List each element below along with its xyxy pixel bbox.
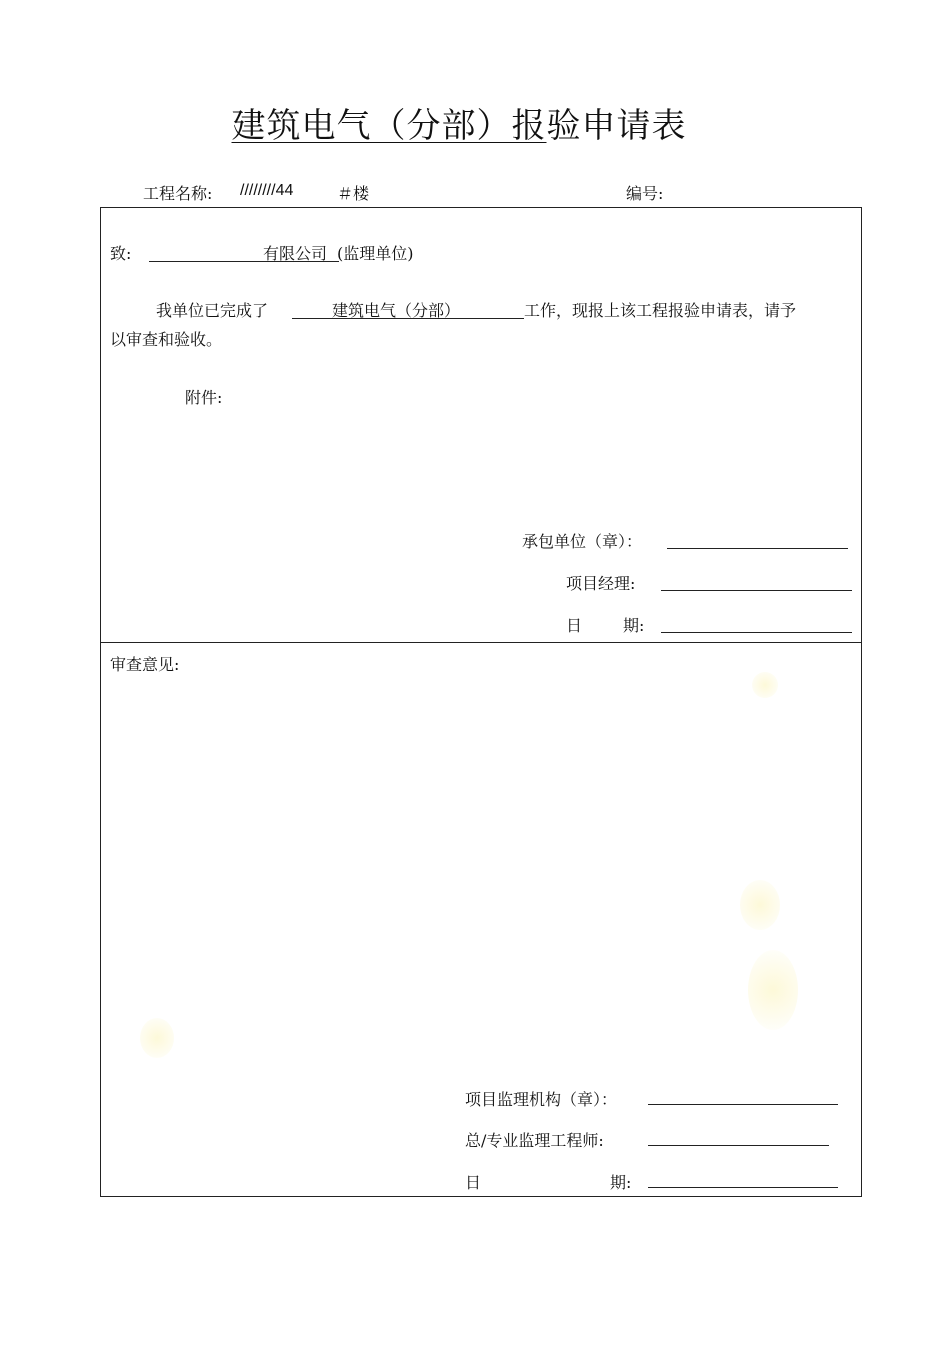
body-suffix: 工作，现报上该工程报验申请表，请予 (524, 301, 797, 320)
date2-label-day: 日 (465, 1173, 482, 1192)
to-label: 致: (110, 244, 132, 263)
supervision-org-line (648, 1104, 838, 1105)
scan-stain (140, 1018, 174, 1058)
date2-label-period: 期: (610, 1173, 632, 1192)
scan-stain (752, 672, 778, 698)
date-label-day: 日 (566, 616, 583, 635)
work-name: 建筑电气（分部） (332, 301, 461, 320)
manager-signature-line (661, 590, 852, 591)
attachment-label: 附件: (185, 388, 223, 407)
application-section (100, 207, 862, 643)
engineer-label: 总/专业监理工程师: (465, 1131, 604, 1150)
scan-stain (748, 950, 798, 1030)
number-label: 编号: (626, 184, 664, 203)
supervision-org-label: 项目监理机构（章）： (465, 1090, 618, 1109)
page-title (0, 98, 918, 147)
to-company: 有限公司 (263, 244, 328, 263)
review-label: 审查意见: (110, 655, 180, 674)
date-label-period: 期: (623, 616, 645, 635)
manager-label: 项目经理: (566, 574, 636, 593)
engineer-signature-line (648, 1145, 829, 1146)
scan-stain (740, 880, 780, 930)
date2-line (648, 1187, 838, 1188)
project-name-label: 工程名称: (143, 184, 213, 203)
title-underlined: 建筑电气（分部）报 (231, 106, 547, 146)
contractor-label: 承包单位（章）： (522, 532, 643, 551)
body-prefix: 我单位已完成了 (156, 301, 269, 320)
title-rest: 验申请表 (546, 106, 687, 146)
project-name-value: ////////44 (240, 182, 294, 199)
contractor-signature-line (667, 548, 848, 549)
to-role: (监理单位) (337, 244, 414, 263)
body-line-2: 以审查和验收。 (110, 330, 223, 349)
date-line (661, 632, 852, 633)
building-label: ＃楼 (337, 184, 370, 203)
